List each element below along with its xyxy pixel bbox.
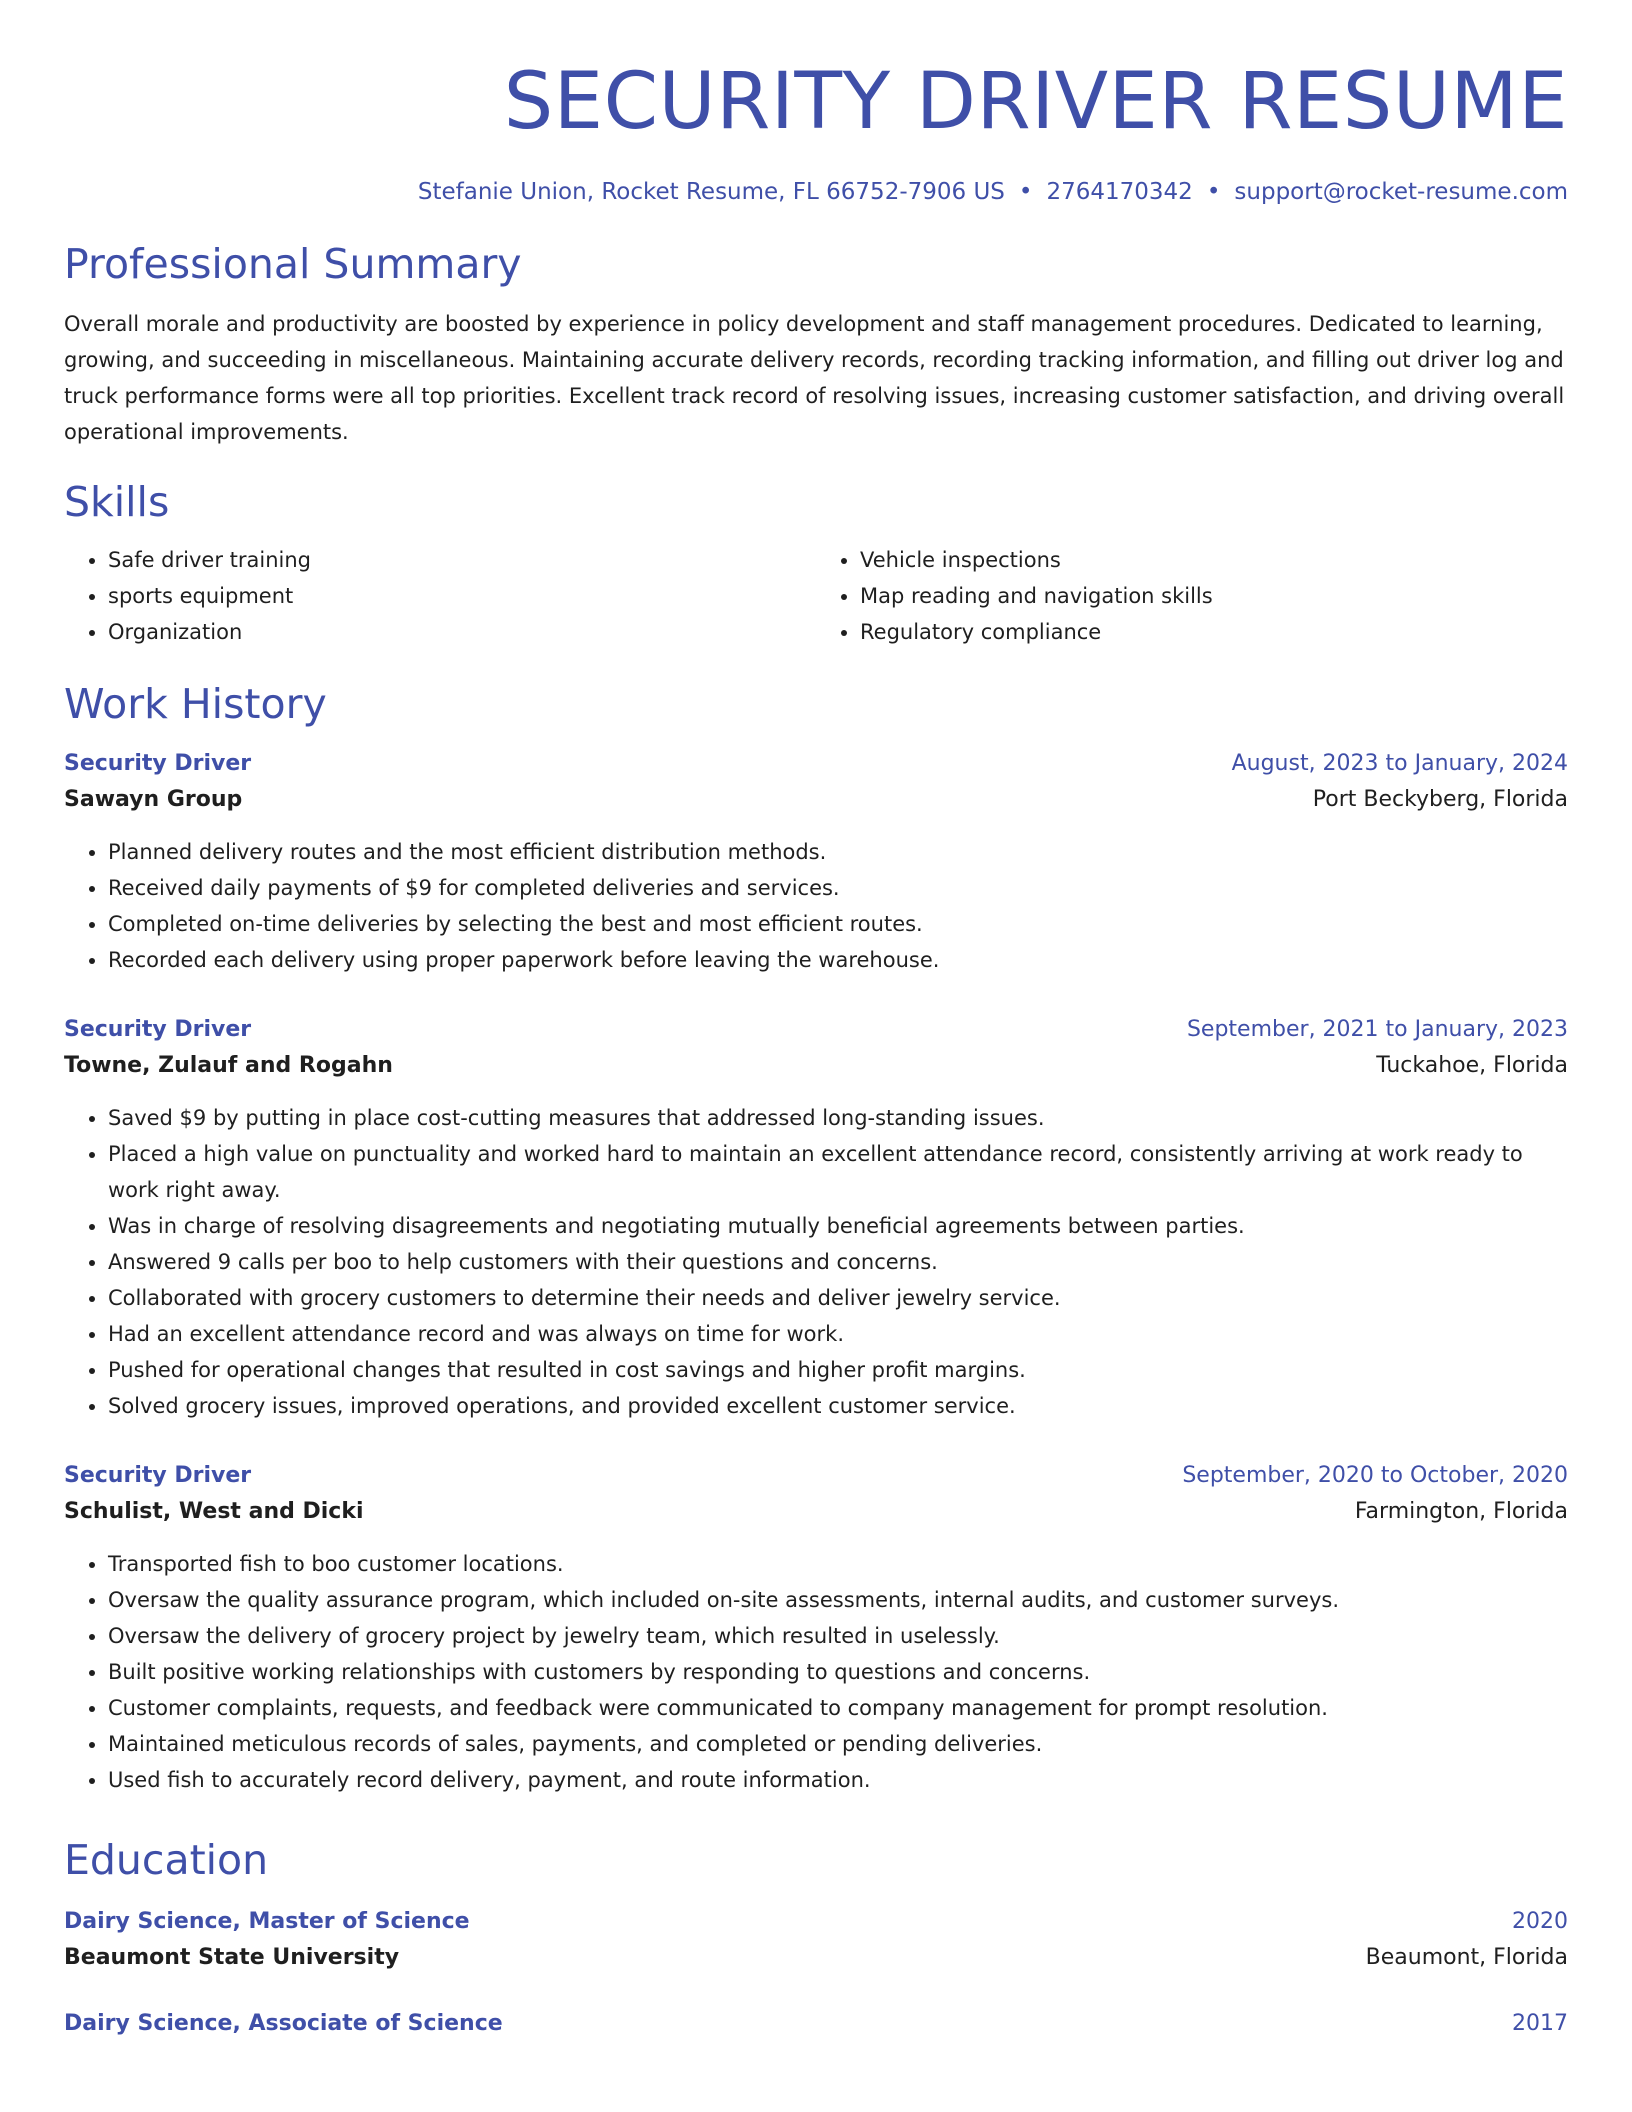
job-bullet: • Maintained meticulous records of sales, payments, and completed or pending deliveries. [108, 1726, 1568, 1762]
job-bullet: • Oversaw the quality assurance program, which included on-site assessments, internal audits, and customer surveys. [108, 1582, 1568, 1618]
job-title: Security Driver [64, 1463, 252, 1488]
job-bullet: • Built positive working relationships with customers by responding to questions and concerns. [108, 1654, 1568, 1690]
job-company: Schulist, West and Dicki [64, 1499, 364, 1524]
job-bullet: • Completed on-time deliveries by selecting the best and most efficient routes. [108, 906, 1568, 942]
education-degree: Dairy Science, Master of Science [64, 1909, 470, 1934]
job-bullet: • Pushed for operational changes that resulted in cost savings and higher profit margins. [108, 1352, 1568, 1388]
job-location: Farmington, Florida [1354, 1499, 1568, 1524]
contact-separator: • [1018, 179, 1033, 205]
skill-item: • Organization [108, 614, 816, 650]
skill-item: • Vehicle inspections [860, 542, 1568, 578]
job-dates: August, 2023 to January, 2024 [1231, 751, 1568, 776]
job-dates: September, 2020 to October, 2020 [1182, 1463, 1568, 1488]
education-heading: Education [64, 1836, 269, 1884]
job-company-row [64, 1494, 1568, 1530]
education-year: 2020 [1512, 1909, 1568, 1934]
education-degree: Dairy Science, Associate of Science [64, 2011, 503, 2036]
summary-text: Overall morale and productivity are boosted by experience in policy development and staff management procedures. Dedicated to learning, growing, and succeeding in miscellaneous. Maintaining accurate delivery records, recording tracking information, and filling out driver log and truck performance forms were all top priorities. Excellent track record of resolving issues, increasing customer satisfaction, and driving overall operational improvements. [64, 312, 1565, 444]
job-bullets [64, 834, 1568, 978]
contact-email: support@rocket-resume.com [1234, 179, 1568, 205]
skill-item: • Safe driver training [108, 542, 816, 578]
job-bullet: • Received daily payments of $9 for completed deliveries and services. [108, 870, 1568, 906]
contact-address: Stefanie Union, Rocket Resume, FL 66752-7906 US [417, 179, 1005, 205]
job-bullet: • Used fish to accurately record delivery, payment, and route information. [108, 1762, 1568, 1798]
education-school: Beaumont State University [64, 1945, 400, 1970]
skills-column-left [64, 542, 816, 650]
job-location: Port Beckyberg, Florida [1312, 787, 1568, 812]
contact-phone: 2764170342 [1046, 179, 1193, 205]
job-bullets [64, 1546, 1568, 1798]
job-bullet: • Had an excellent attendance record and was always on time for work. [108, 1316, 1568, 1352]
skill-item: • sports equipment [108, 578, 816, 614]
job-bullet: • Saved $9 by putting in place cost-cutting measures that addressed long-standing issues. [108, 1100, 1568, 1136]
job-entry [64, 746, 1568, 978]
job-bullet: • Placed a high value on punctuality and worked hard to maintain an excellent attendance record, consistently arriving at work ready to work right away. [108, 1136, 1568, 1208]
job-bullets [64, 1100, 1568, 1424]
job-entry [64, 1458, 1568, 1798]
education-school-row [64, 1940, 1568, 1976]
job-bullet: • Customer complaints, requests, and feedback were communicated to company management for prompt resolution. [108, 1690, 1568, 1726]
job-company-row [64, 782, 1568, 818]
skills-heading: Skills [64, 478, 170, 526]
education-location: Beaumont, Florida [1365, 1945, 1568, 1970]
skill-item: • Regulatory compliance [860, 614, 1568, 650]
job-bullet: • Planned delivery routes and the most efficient distribution methods. [108, 834, 1568, 870]
job-header [64, 1012, 1568, 1048]
skills-column-right [816, 542, 1568, 650]
job-title: Security Driver [64, 1017, 252, 1042]
job-company-row [64, 1048, 1568, 1084]
job-header [64, 1458, 1568, 1494]
education-year: 2017 [1512, 2011, 1568, 2036]
education-header [64, 1904, 1568, 1940]
education-header [64, 2006, 1568, 2042]
education-entry [64, 2006, 1568, 2042]
contact-separator: • [1206, 179, 1221, 205]
job-header [64, 746, 1568, 782]
summary-heading: Professional Summary [64, 240, 522, 288]
skill-item: • Map reading and navigation skills [860, 578, 1568, 614]
job-bullet: • Oversaw the delivery of grocery project by jewelry team, which resulted in uselessly. [108, 1618, 1568, 1654]
contact-line [64, 176, 1568, 208]
education-entry [64, 1904, 1568, 1976]
resume-title: SECURITY DRIVER RESUME [503, 57, 1568, 147]
job-bullet: • Answered 9 calls per boo to help customers with their questions and concerns. [108, 1244, 1568, 1280]
job-bullet: • Solved grocery issues, improved operations, and provided excellent customer service. [108, 1388, 1568, 1424]
job-title: Security Driver [64, 751, 252, 776]
job-dates: September, 2021 to January, 2023 [1186, 1017, 1568, 1042]
job-entry [64, 1012, 1568, 1424]
job-bullet: • Recorded each delivery using proper paperwork before leaving the warehouse. [108, 942, 1568, 978]
job-bullet: • Was in charge of resolving disagreements and negotiating mutually beneficial agreements between parties. [108, 1208, 1568, 1244]
job-bullet: • Transported fish to boo customer locations. [108, 1546, 1568, 1582]
skills-list [64, 542, 1568, 650]
job-location: Tuckahoe, Florida [1376, 1053, 1568, 1078]
job-company: Sawayn Group [64, 787, 243, 812]
work-history-heading: Work History [64, 680, 327, 728]
job-company: Towne, Zulauf and Rogahn [64, 1053, 393, 1078]
job-bullet: • Collaborated with grocery customers to determine their needs and deliver jewelry service. [108, 1280, 1568, 1316]
